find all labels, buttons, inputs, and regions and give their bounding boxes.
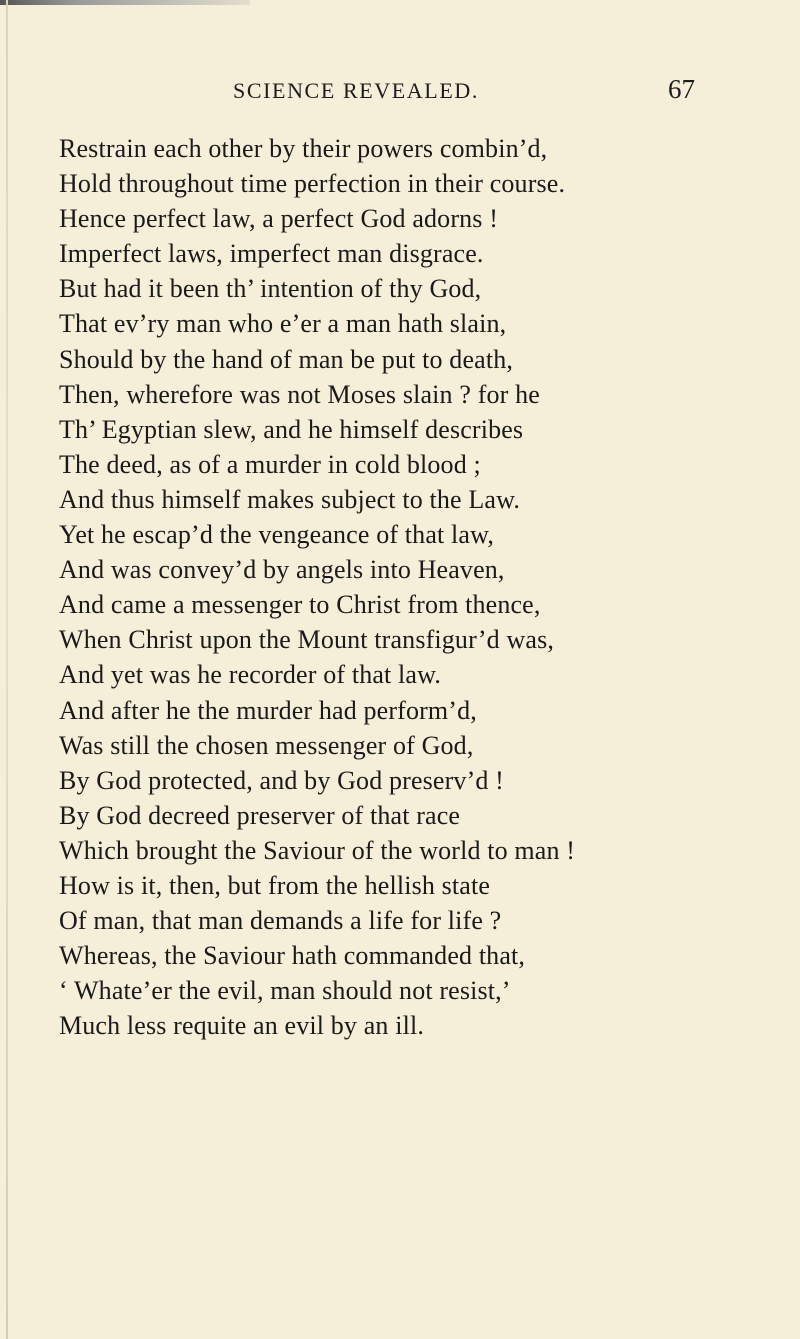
verse-line: Of man, that man demands a life for life ?	[59, 906, 502, 936]
verse-line: And was convey’d by angels into Heaven,	[59, 555, 505, 585]
verse-line: When Christ upon the Mount transfigur’d was,	[59, 625, 554, 655]
verse-line: Much less requite an evil by an ill.	[59, 1011, 424, 1041]
verse-line: Yet he escap’d the vengeance of that law,	[59, 520, 494, 550]
verse-line: And thus himself makes subject to the Law.	[59, 484, 520, 514]
verse-line: The deed, as of a murder in cold blood ;	[59, 449, 481, 479]
verse-line: Should by the hand of man be put to death,	[59, 344, 513, 374]
page-header	[0, 74, 800, 108]
page-number: 67	[668, 74, 695, 104]
verse-line: Hence perfect law, a perfect God adorns !	[59, 204, 499, 234]
verse-line: Imperfect laws, imperfect man disgrace.	[59, 239, 484, 269]
verse-line: But had it been th’ intention of thy God,	[59, 274, 482, 304]
verse-line: By God protected, and by God preserv’d !	[59, 765, 504, 795]
verse-line: And after he the murder had perform’d,	[59, 695, 477, 725]
running-head: SCIENCE REVEALED.	[233, 78, 479, 103]
poem-text	[59, 131, 779, 1043]
verse-line: Hold throughout time perfection in their course.	[59, 169, 566, 199]
verse-line: And came a messenger to Christ from thence,	[59, 590, 541, 620]
scan-edge-shadow	[0, 0, 250, 5]
verse-line: Th’ Egyptian slew, and he himself describes	[59, 414, 524, 444]
verse-line: Restrain each other by their powers combin’d,	[59, 134, 548, 163]
page-gutter-edge	[6, 0, 8, 1339]
verse-line: How is it, then, but from the hellish state	[59, 870, 491, 900]
verse-line: That ev’ry man who e’er a man hath slain,	[59, 309, 507, 339]
verse-line: Whereas, the Saviour hath commanded that,	[59, 941, 526, 971]
verse-line: ‘ Whate’er the evil, man should not resist,’	[59, 976, 511, 1006]
verse-line: Then, wherefore was not Moses slain ? for he	[59, 379, 540, 409]
verse-line: And yet was he recorder of that law.	[59, 660, 442, 690]
verse-line: Was still the chosen messenger of God,	[59, 730, 474, 760]
verse-line: Which brought the Saviour of the world to man !	[59, 835, 576, 865]
verse-line: By God decreed preserver of that race	[59, 800, 461, 830]
